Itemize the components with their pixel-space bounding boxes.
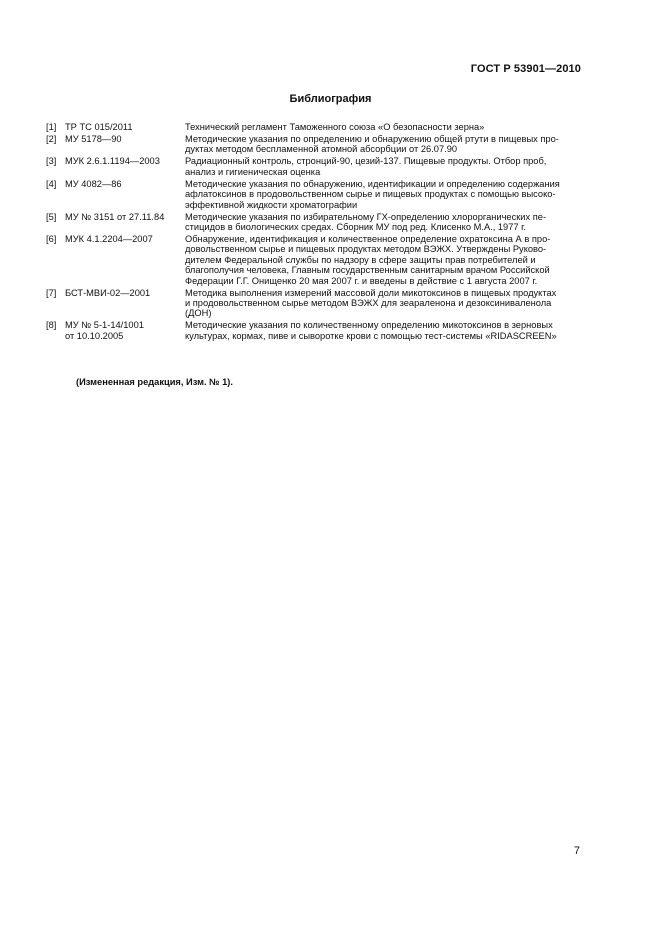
entry-description (185, 179, 583, 210)
entry-code (65, 288, 185, 319)
entry-line: Технический регламент Таможенного союза «О безопасности зерна» (185, 122, 485, 132)
bibliography-entry (46, 320, 583, 341)
bibliography-entry (46, 156, 583, 177)
entry-description (185, 122, 583, 132)
entry-line: и продовольственном сырье методом ВЭЖХ для зеараленона и дезоксиниваленола (185, 298, 552, 309)
entry-number: [8] (46, 320, 57, 331)
entry-code (65, 234, 185, 286)
entry-line: дителем Федеральной службы по надзору в сфере защиты прав потребителей и (185, 254, 536, 265)
amendment-note: (Измененная редакция, Изм. № 1). (76, 377, 233, 387)
entry-line: довольственном сырье и пищевых продуктах методом ВЭЖХ. Утверждены Руково- (185, 244, 547, 255)
entry-line: Методика выполнения измерений массовой доли микотоксинов в пищевых продуктах (185, 287, 557, 298)
entry-code (65, 156, 185, 177)
entry-number: [4] (46, 178, 57, 189)
entry-code-line: МУ № 5-1-14/1001 (65, 320, 144, 331)
entry-code-line: МУК 4.1.2204—2007 (65, 234, 153, 245)
bibliography-entry (46, 234, 583, 286)
entry-code-line: МУК 2.6.1.1194—2003 (65, 156, 160, 167)
entry-number: [7] (46, 287, 57, 298)
bibliography-title: Библиография (289, 93, 372, 105)
entry-code-line: от 10.10.2005 (65, 330, 124, 341)
entry-line: Радиационный контроль, стронций-90, цезий-137. Пищевые продукты. Отбор проб, (185, 156, 547, 167)
bibliography-entry (46, 122, 583, 132)
entry-number: [6] (46, 234, 57, 245)
entry-code-line: ТР ТС 015/2011 (65, 122, 133, 132)
entry-number: [2] (46, 134, 57, 144)
entry-code (65, 179, 185, 210)
entry-line: Федерации Г.Г. Онищенко 20 мая 2007 г. и введены в действие с 1 августа 2007 г. (185, 275, 538, 286)
entry-line: Обнаружение, идентификация и количественное определение охратоксина А в про- (185, 234, 551, 245)
entry-description (185, 288, 583, 319)
entry-line: Методические указания по количественному определению микотоксинов в зерновых (185, 320, 553, 331)
entry-description (185, 320, 583, 341)
entry-code (65, 122, 185, 132)
entry-code (65, 212, 185, 233)
entry-code-line: БСТ-МВИ-02—2001 (65, 287, 151, 298)
entry-line: Методические указания по обнаружению, идентификации и определению содержания (185, 178, 560, 189)
entry-code-line: МУ 4082—86 (65, 178, 122, 189)
bibliography-entry (46, 179, 583, 210)
entry-line: дуктах методом беспламенной атомной абсорбции от 26.07.90 (185, 144, 458, 155)
entry-line: (ДОН) (185, 308, 212, 319)
entry-number: [3] (46, 156, 57, 167)
entry-code-line: МУ 5178—90 (65, 134, 122, 144)
entry-line: культурах, кормах, пиве и сыворотке крови с помощью тест-системы «RIDASCREEN» (185, 330, 557, 341)
document-standard-header: ГОСТ Р 53901—2010 (470, 63, 581, 75)
entry-line: эффективной жидкости хроматографии (185, 199, 358, 210)
entry-number: [5] (46, 211, 57, 222)
entry-description (185, 212, 583, 233)
entry-description (185, 156, 583, 177)
entry-line: благополучия человека, Главным государственным санитарным врачом Российской (185, 265, 550, 276)
bibliography-entry (46, 134, 583, 155)
bibliography-list (46, 122, 583, 343)
entry-line: стицидов в биологических средах. Сборник МУ под ред. Клисенко М.А., 1977 г. (185, 222, 526, 233)
entry-number: [1] (46, 122, 57, 132)
page-number: 7 (573, 845, 580, 857)
entry-line: Методические указания по избирательному ГХ-определению хлорорганических пе- (185, 211, 547, 222)
entry-code (65, 320, 185, 341)
entry-description (185, 234, 583, 286)
entry-code-line: МУ № 3151 от 27.11.84 (65, 211, 165, 222)
entry-line: афлатоксинов в продовольственном сырье и пищевых продуктах с помощью высоко- (185, 189, 556, 200)
bibliography-entry (46, 288, 583, 319)
entry-code (65, 134, 185, 155)
entry-line: анализ и гигиеническая оценка (185, 166, 321, 177)
entry-description (185, 134, 583, 155)
bibliography-entry (46, 212, 583, 233)
entry-line: Методические указания по определению и обнаружению общей ртути в пищевых про- (185, 134, 559, 144)
